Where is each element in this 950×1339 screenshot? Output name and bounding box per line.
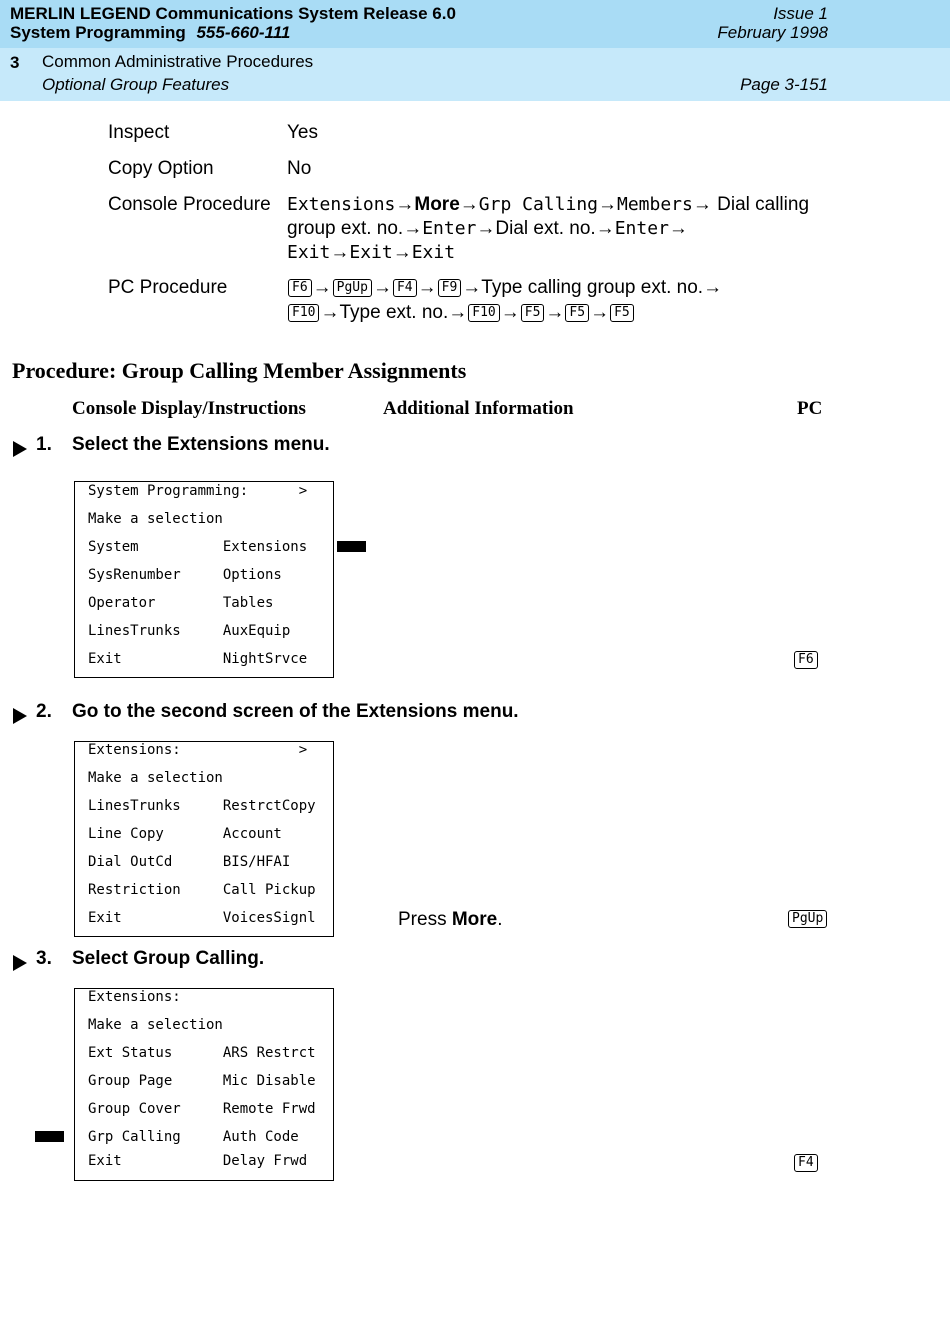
console-step-enter: Enter bbox=[422, 218, 477, 239]
console-step-extensions: Extensions bbox=[287, 194, 396, 215]
step-title: Select Group Calling. bbox=[72, 948, 265, 969]
console-step-group-ext: group ext. no.→ bbox=[287, 218, 423, 239]
step-number: 2. bbox=[36, 701, 52, 722]
console-procedure-line3 bbox=[287, 242, 455, 264]
console-step-dial-calling: → Dial calling bbox=[692, 194, 810, 215]
f5-key-icon: F5 bbox=[610, 304, 634, 322]
pc-key-pgup bbox=[787, 910, 828, 929]
f10-key-icon: F10 bbox=[468, 304, 499, 322]
arrow: → bbox=[545, 302, 565, 323]
pgup-key-icon: PgUp bbox=[788, 910, 827, 928]
arrow: → bbox=[459, 194, 479, 215]
console-procedure-line1 bbox=[287, 194, 809, 216]
copy-option-value: No bbox=[287, 158, 312, 179]
info-text: Press bbox=[398, 909, 452, 930]
console-step-exit: Exit bbox=[287, 242, 331, 263]
inspect-value: Yes bbox=[287, 122, 318, 143]
console-step-exit: Exit bbox=[411, 242, 456, 263]
f10-key-icon: F10 bbox=[288, 304, 319, 322]
screen-line: Operator Tables bbox=[88, 595, 274, 611]
screen-line: Ext Status ARS Restrct bbox=[88, 1045, 316, 1061]
selection-pointer-icon bbox=[35, 1131, 64, 1142]
issue-date: February 1998 bbox=[717, 23, 828, 42]
f5-key-icon: F5 bbox=[521, 304, 545, 322]
screen-line: System Programming: > bbox=[88, 483, 308, 499]
section-title: Optional Group Features bbox=[42, 75, 230, 94]
console-step-dial-ext: →Dial ext. no.→ bbox=[476, 218, 615, 239]
console-screen bbox=[74, 481, 334, 678]
step-title: Select the Extensions menu. bbox=[72, 434, 330, 455]
selection-pointer-icon bbox=[337, 541, 366, 552]
f9-key-icon: F9 bbox=[438, 279, 462, 297]
screen-line: Group Page Mic Disable bbox=[88, 1073, 316, 1089]
procedure-heading: Procedure: Group Calling Member Assignments bbox=[12, 358, 467, 383]
step-arrow-icon bbox=[13, 441, 27, 457]
screen-line: Exit Delay Frwd bbox=[88, 1153, 308, 1169]
screen-line: Make a selection bbox=[88, 770, 223, 786]
console-step-more: More bbox=[414, 194, 460, 215]
console-procedure-line2 bbox=[287, 218, 688, 240]
step-title: Go to the second screen of the Extensions menu. bbox=[72, 701, 519, 722]
doc-title: MERLIN LEGEND Communications System Release 6.0 bbox=[10, 4, 456, 23]
screen-line: Dial OutCd BIS/HFAI bbox=[88, 854, 291, 870]
screen-line: Line Copy Account bbox=[88, 826, 282, 842]
console-step-members: Members bbox=[617, 194, 693, 215]
f5-key-icon: F5 bbox=[565, 304, 589, 322]
arrow: → bbox=[668, 218, 688, 239]
step-info bbox=[398, 909, 503, 931]
f4-key-icon: F4 bbox=[794, 1154, 818, 1172]
screen-line: Exit NightSrvce bbox=[88, 651, 308, 667]
console-screen bbox=[74, 988, 334, 1181]
inspect-label: Inspect bbox=[108, 122, 170, 143]
chapter-number: 3 bbox=[10, 53, 20, 72]
f6-key-icon: F6 bbox=[288, 279, 312, 297]
screen-line: Exit VoicesSignl bbox=[88, 910, 316, 926]
pc-key-f4 bbox=[793, 1154, 819, 1173]
col-info-heading: Additional Information bbox=[383, 398, 574, 419]
info-more: More bbox=[451, 909, 498, 930]
f6-key-icon: F6 bbox=[794, 651, 818, 669]
console-procedure-label: Console Procedure bbox=[108, 194, 271, 215]
col-console-heading: Console Display/Instructions bbox=[72, 398, 306, 419]
f4-key-icon: F4 bbox=[393, 279, 417, 297]
console-step-enter: Enter bbox=[614, 218, 669, 239]
pc-procedure-line2 bbox=[287, 302, 635, 324]
pc-type-ext: →Type ext. no.→ bbox=[320, 302, 468, 323]
console-step-grp-calling: Grp Calling bbox=[478, 194, 598, 215]
arrow: → bbox=[417, 277, 437, 298]
doc-number: 555-660-111 bbox=[196, 23, 291, 42]
arrow: → bbox=[395, 194, 415, 215]
page-number: Page 3-151 bbox=[740, 75, 828, 94]
doc-subtitle bbox=[10, 23, 290, 43]
arrow: → bbox=[598, 194, 617, 215]
arrow: → bbox=[500, 302, 520, 323]
arrow: → bbox=[392, 242, 412, 263]
pgup-key-icon: PgUp bbox=[333, 279, 372, 297]
pc-procedure-line1 bbox=[287, 277, 722, 299]
issue-label: Issue 1 bbox=[773, 4, 828, 23]
doc-subtitle-label: System Programming bbox=[10, 23, 186, 42]
chapter-title: Common Administrative Procedures bbox=[42, 52, 314, 71]
arrow: → bbox=[330, 242, 350, 263]
arrow: → bbox=[312, 277, 332, 298]
step-number: 1. bbox=[36, 434, 52, 455]
screen-line: System Extensions bbox=[88, 539, 308, 555]
screen-line: Grp Calling Auth Code bbox=[88, 1129, 299, 1145]
col-pc-heading: PC bbox=[797, 398, 823, 419]
screen-line: Make a selection bbox=[88, 511, 223, 527]
step-arrow-icon bbox=[13, 955, 27, 971]
arrow: → bbox=[372, 277, 392, 298]
step-arrow-icon bbox=[13, 708, 27, 724]
pc-procedure-label: PC Procedure bbox=[108, 277, 228, 298]
step-number: 3. bbox=[36, 948, 52, 969]
copy-option-label: Copy Option bbox=[108, 158, 214, 179]
pc-type-calling-group: →Type calling group ext. no.→ bbox=[462, 277, 723, 298]
screen-line: Group Cover Remote Frwd bbox=[88, 1101, 316, 1117]
screen-line: LinesTrunks RestrctCopy bbox=[88, 798, 316, 814]
console-screen bbox=[74, 741, 334, 937]
screen-line: Extensions: > bbox=[88, 742, 308, 758]
screen-line: LinesTrunks AuxEquip bbox=[88, 623, 291, 639]
info-text: . bbox=[497, 909, 503, 930]
console-step-exit: Exit bbox=[349, 242, 393, 263]
screen-line: SysRenumber Options bbox=[88, 567, 282, 583]
screen-line: Restriction Call Pickup bbox=[88, 882, 316, 898]
pc-key-f6 bbox=[793, 651, 819, 670]
screen-line: Make a selection bbox=[88, 1017, 223, 1033]
screen-line: Extensions: bbox=[88, 989, 181, 1005]
arrow: → bbox=[590, 302, 610, 323]
